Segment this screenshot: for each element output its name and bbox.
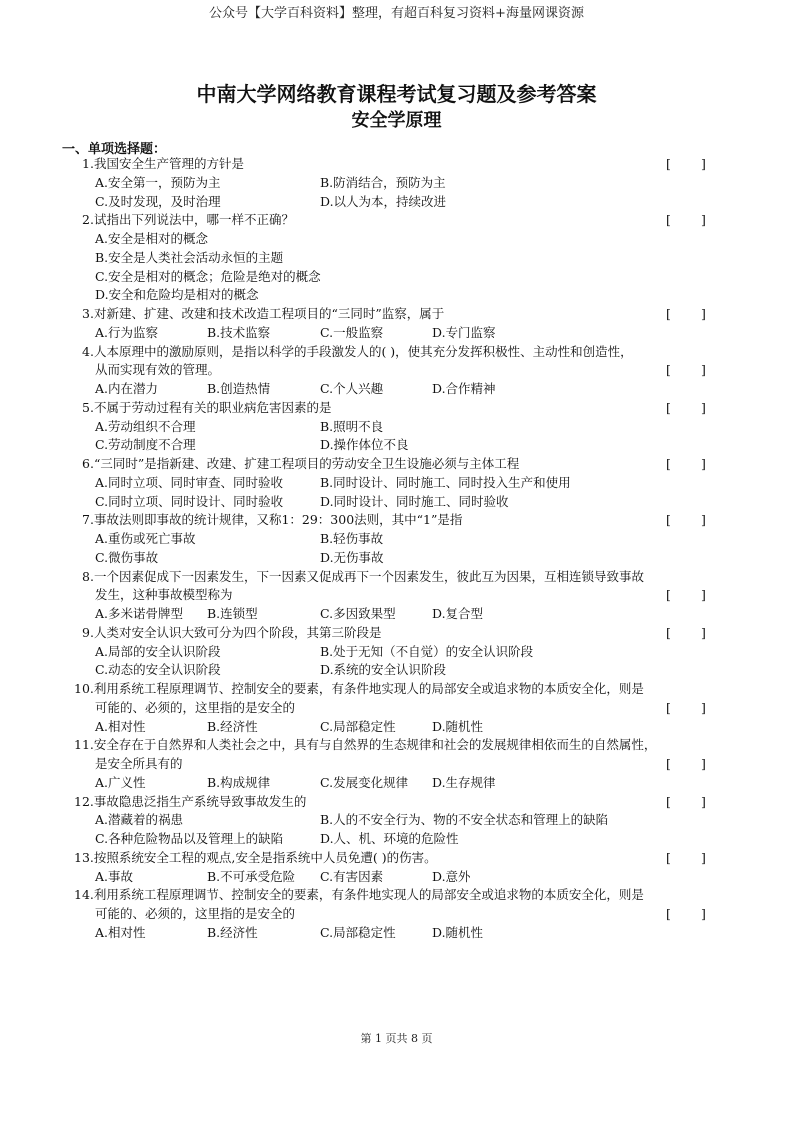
question-number: 6. — [82, 456, 94, 471]
left-bracket: [ — [666, 212, 671, 228]
option-d: D.生存规律 — [432, 774, 496, 790]
option-d: D.操作体位不良 — [320, 437, 409, 453]
option-c: C.局部稳定性 — [320, 924, 396, 940]
question-number: 10. — [74, 681, 94, 696]
question-text — [74, 849, 437, 868]
option-d: D.无伤事故 — [320, 549, 384, 565]
option-a: A.安全是相对的概念 — [95, 231, 209, 246]
option-b: B.技术监察 — [207, 324, 271, 340]
left-bracket: [ — [666, 456, 671, 471]
document-title: 中南大学网络教育课程考试复习题及参考答案 — [196, 82, 597, 106]
option-b: B.连锁型 — [207, 606, 258, 621]
question-item — [0, 736, 793, 792]
question-stem-continued: 发生，这种事故模型称为 — [95, 587, 233, 603]
question-text — [74, 680, 644, 699]
right-bracket: ] — [701, 512, 706, 528]
question-stem: “三同时”是指新建、改建、扩建工程项目的劳动安全卫生设施必须与主体工程 — [93, 456, 520, 471]
question-number: 13. — [74, 849, 94, 865]
left-bracket: [ — [666, 906, 671, 921]
option-b: B.处于无知（不自觉）的安全认识阶段 — [320, 643, 534, 659]
question-stem: 按照系统安全工程的观点,安全是指系统中人员免遭( )的伤害。 — [93, 849, 437, 865]
question-stem: 利用系统工程原理调节、控制安全的要素，有条件地实现人的局部安全或追求物的本质安全化，则是 — [93, 887, 644, 903]
question-stem: 安全存在于自然界和人类社会之中，具有与自然界的生态规律和社会的发展规律相依而生的自然属性， — [93, 737, 657, 753]
question-stem: 人本原理中的激励原则，是指以科学的手段激发人的( )，使其充分发挥积极性、主动性和创造性， — [93, 343, 633, 359]
question-number: 11. — [74, 737, 94, 753]
question-number: 5. — [82, 399, 94, 415]
option-a: A.相对性 — [95, 924, 146, 940]
question-item — [0, 511, 793, 567]
question-text — [82, 399, 331, 418]
left-bracket: [ — [666, 699, 671, 715]
question-text — [74, 793, 306, 812]
left-bracket: [ — [666, 756, 671, 771]
question-text — [74, 886, 644, 905]
right-bracket: ] — [701, 699, 706, 715]
question-number: 14. — [74, 887, 94, 903]
question-number: 12. — [74, 793, 94, 809]
right-bracket: ] — [701, 624, 706, 640]
question-stem: 试指出下列说法中，哪一样不正确？ — [93, 212, 294, 228]
question-stem-continued: 是安全所具有的 — [95, 756, 183, 771]
question-item — [0, 568, 793, 624]
question-number: 2. — [82, 212, 94, 228]
question-item — [0, 211, 793, 305]
left-bracket: [ — [666, 793, 671, 809]
question-item — [0, 399, 793, 455]
left-bracket: [ — [666, 362, 671, 378]
right-bracket: ] — [701, 906, 706, 921]
question-number: 3. — [82, 306, 94, 321]
right-bracket: ] — [701, 756, 706, 771]
option-d: D.以人为本，持续改进 — [320, 193, 447, 209]
right-bracket: ] — [701, 306, 706, 321]
option-c: C.有害因素 — [320, 868, 384, 884]
option-a: A.多米诺骨牌型 — [95, 606, 184, 621]
question-item — [0, 343, 793, 399]
right-bracket: ] — [701, 456, 706, 471]
option-d: D.意外 — [432, 868, 471, 884]
option-d: D.同时设计、同时施工、同时验收 — [320, 493, 509, 509]
option-a: A.重伤或死亡事故 — [95, 531, 196, 546]
option-a: A.广义性 — [95, 774, 146, 790]
option-d: D.安全和危险均是相对的概念 — [95, 287, 259, 303]
question-stem: 一个因素促成下一因素发生，下一因素又促成再下一个因素发生，彼此互为因果，互相连锁导致事故 — [93, 568, 644, 584]
question-stem: 我国安全生产管理的方针是 — [93, 156, 244, 171]
right-bracket: ] — [701, 362, 706, 378]
option-a: A.潜藏着的祸患 — [95, 812, 184, 828]
question-list — [0, 155, 793, 943]
option-c: C.各种危险物品以及管理上的缺陷 — [95, 831, 284, 846]
option-b: B.构成规律 — [207, 774, 271, 790]
question-number: 9. — [82, 624, 94, 640]
question-item — [0, 680, 793, 736]
question-text — [82, 568, 644, 587]
question-stem: 对新建、扩建、改建和技术改造工程项目的“三同时”监察，属于 — [93, 306, 445, 321]
option-d: D.人、机、环境的危险性 — [320, 831, 459, 846]
option-b: B.创造热情 — [207, 381, 271, 396]
question-stem-continued: 可能的、必须的，这里指的是安全的 — [95, 699, 296, 715]
option-d: D.随机性 — [432, 924, 484, 940]
question-stem-continued: 从而实现有效的管理。 — [95, 362, 221, 378]
option-b: B.同时设计、同时施工、同时投入生产和使用 — [320, 474, 571, 490]
option-a: A.同时立项、同时审查、同时验收 — [95, 474, 284, 490]
left-bracket: [ — [666, 624, 671, 640]
watermark-header: 公众号【大学百科资料】整理，有超百科复习资料+海量网课资源 — [209, 6, 584, 21]
option-d: D.复合型 — [432, 606, 484, 621]
question-stem: 事故法则即事故的统计规律，又称1：29：300法则，其中“1”是指 — [93, 512, 463, 528]
question-number: 8. — [82, 568, 94, 584]
option-a: A.内在潜力 — [95, 381, 159, 396]
option-a: A.行为监察 — [95, 324, 159, 340]
question-item — [0, 305, 793, 343]
option-c: C.一般监察 — [320, 324, 384, 340]
option-c: C.动态的安全认识阶段 — [95, 662, 221, 678]
option-b: B.不可承受危险 — [207, 868, 296, 884]
question-text — [82, 343, 633, 362]
question-stem: 事故隐患泛指生产系统导致事故发生的 — [93, 793, 307, 809]
option-b: B.防消结合，预防为主 — [320, 174, 446, 190]
question-number: 4. — [82, 343, 94, 359]
right-bracket: ] — [701, 156, 706, 171]
option-b: B.轻伤事故 — [320, 531, 384, 546]
course-subtitle: 安全学原理 — [351, 110, 442, 131]
question-text — [82, 624, 381, 643]
option-c: C.个人兴趣 — [320, 381, 384, 396]
question-item — [0, 155, 793, 211]
right-bracket: ] — [701, 212, 706, 228]
question-text — [82, 455, 519, 474]
option-c: C.发展变化规律 — [320, 774, 409, 790]
question-text — [82, 511, 462, 530]
option-c: C.多因致果型 — [320, 606, 396, 621]
question-stem: 利用系统工程原理调节、控制安全的要素，有条件地实现人的局部安全或追求物的本质安全化，则是 — [93, 681, 644, 696]
section-heading: 一、单项选择题： — [62, 142, 167, 157]
question-item — [0, 793, 793, 849]
question-stem-continued: 可能的、必须的，这里指的是安全的 — [95, 906, 296, 921]
option-a: A.相对性 — [95, 718, 146, 734]
option-c: C.同时立项、同时设计、同时验收 — [95, 493, 284, 509]
option-a: A.劳动组织不合理 — [95, 418, 196, 434]
question-text — [82, 211, 294, 230]
right-bracket: ] — [701, 793, 706, 809]
left-bracket: [ — [666, 849, 671, 865]
question-text — [82, 155, 244, 174]
option-b: B.人的不安全行为、物的不安全状态和管理上的缺陷 — [320, 812, 609, 828]
left-bracket: [ — [666, 512, 671, 528]
page-footer: 第 1 页共 8 页 — [360, 1032, 433, 1045]
question-stem: 人类对安全认识大致可分为四个阶段，其第三阶段是 — [93, 624, 382, 640]
option-c: C.及时发现，及时治理 — [95, 193, 221, 209]
question-number: 1. — [82, 156, 94, 171]
option-c: C.局部稳定性 — [320, 718, 396, 734]
option-b: B.经济性 — [207, 718, 258, 734]
question-item — [0, 886, 793, 942]
left-bracket: [ — [666, 587, 671, 603]
option-d: D.合作精神 — [432, 381, 496, 396]
option-d: D.系统的安全认识阶段 — [320, 662, 447, 678]
option-a: A.局部的安全认识阶段 — [95, 643, 221, 659]
option-c: C.劳动制度不合理 — [95, 437, 196, 453]
question-item — [0, 455, 793, 511]
option-b: B.照明不良 — [320, 418, 384, 434]
option-d: D.随机性 — [432, 718, 484, 734]
option-c: C.微伤事故 — [95, 549, 159, 565]
question-stem: 不属于劳动过程有关的职业病危害因素的是 — [93, 399, 332, 415]
question-item — [0, 849, 793, 887]
right-bracket: ] — [701, 399, 706, 415]
option-a: A.安全第一，预防为主 — [95, 174, 221, 190]
option-c: C.安全是相对的概念；危险是绝对的概念 — [95, 268, 321, 284]
left-bracket: [ — [666, 156, 671, 171]
right-bracket: ] — [701, 849, 706, 865]
left-bracket: [ — [666, 399, 671, 415]
option-b: B.经济性 — [207, 924, 258, 940]
right-bracket: ] — [701, 587, 706, 603]
option-b: B.安全是人类社会活动永恒的主题 — [95, 249, 284, 265]
option-a: A.事故 — [95, 868, 134, 884]
question-text — [74, 736, 656, 755]
option-d: D.专门监察 — [432, 324, 496, 340]
question-text — [82, 305, 444, 324]
question-item — [0, 624, 793, 680]
left-bracket: [ — [666, 306, 671, 321]
question-number: 7. — [82, 512, 94, 528]
